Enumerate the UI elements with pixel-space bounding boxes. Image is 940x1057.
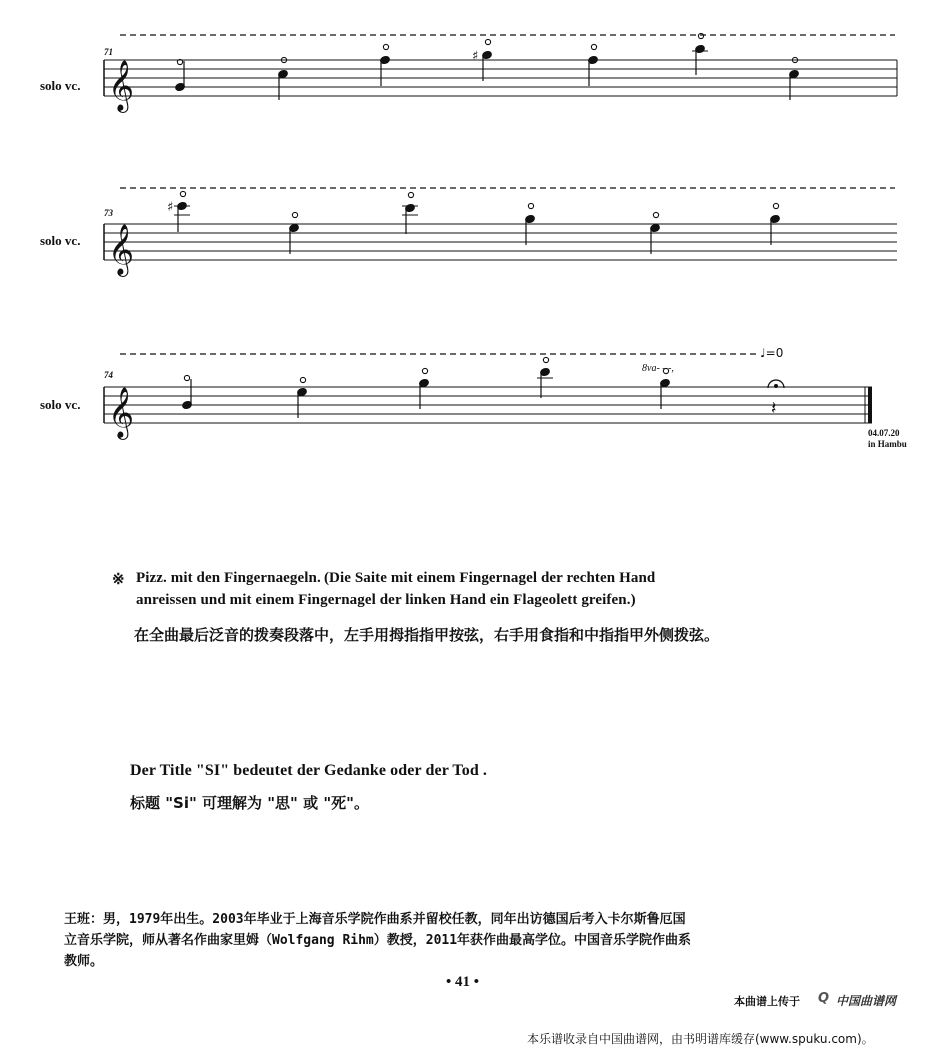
bio-line-3: 教师。	[64, 954, 104, 969]
instrument-label: solo vc.	[40, 397, 81, 412]
measure-number: 71	[104, 47, 113, 57]
site-logo-mark-icon: Q	[818, 991, 830, 1006]
harmonic-note	[380, 44, 391, 86]
harmonic-note	[588, 44, 599, 86]
sharp-icon: ♯	[167, 200, 174, 215]
title-note-chinese: 标题 "Si" 可理解为 "思" 或 "死"。	[130, 794, 369, 812]
harmonic-note	[660, 368, 671, 409]
harmonic-note	[182, 375, 193, 409]
upload-text: 本曲谱上传于	[734, 995, 800, 1008]
site-logo-text: 中国曲谱网	[836, 994, 897, 1008]
sharp-icon: ♯	[472, 49, 479, 64]
instrument-label: solo vc.	[40, 78, 81, 93]
tempo-mark: ♩=0	[760, 346, 784, 360]
footnote-mark: ※	[112, 572, 125, 588]
treble-clef-icon: 𝄞	[108, 387, 135, 438]
score	[0, 0, 940, 520]
footnote-line-1: Pizz. mit den Fingernaegeln. (Die Saite mit einem Fingernagel der rechten Hand	[136, 570, 656, 586]
staff-2	[104, 224, 897, 260]
treble-clef-icon: 𝄞	[108, 60, 135, 111]
page-number: • 41 •	[446, 974, 480, 990]
measure-number: 73	[104, 208, 113, 218]
source-text: 本乐谱收录自中国曲谱网，由书明谱库缓存(www.spuku.com)。	[527, 1032, 874, 1046]
bio-line-1: 王班：男，1979年出生。2003年毕业于上海音乐学院作曲系并留校任教，同年出访德国后考入卡尔斯鲁厄国	[64, 912, 686, 927]
treble-clef-icon: 𝄞	[108, 224, 135, 275]
end-date: 04.07.20	[868, 428, 900, 438]
staff-3	[104, 387, 872, 423]
instrument-label: solo vc.	[40, 233, 81, 248]
harmonic-note	[789, 57, 800, 100]
harmonic-note	[278, 57, 289, 100]
footnote-line-2: anreissen und mit einem Fingernagel der linken Hand ein Flageolett greifen.)	[136, 592, 636, 608]
harmonic-note	[402, 192, 418, 234]
rest-icon: 𝄽	[771, 398, 777, 419]
end-place: in Hambu	[868, 439, 907, 449]
title-note-german: Der Title "SI" bedeutet der Gedanke oder der Tod .	[130, 762, 488, 779]
harmonic-note	[537, 357, 553, 398]
staff-1	[104, 60, 897, 96]
harmonic-note	[175, 59, 186, 91]
harmonic-note	[297, 377, 308, 418]
ottava-mark: 8va- - -,	[642, 363, 674, 374]
harmonic-note	[167, 191, 190, 232]
footnote-chinese: 在全曲最后泛音的拨奏段落中，左手用拇指指甲按弦，右手用食指和中指指甲外侧拨弦。	[134, 626, 720, 644]
harmonic-note	[419, 368, 430, 409]
bio-line-2: 立音乐学院，师从著名作曲家里姆（Wolfgang Rihm）教授，2011年获作曲最高学位。中国音乐学院作曲系	[64, 933, 692, 948]
measure-number: 74	[104, 370, 113, 380]
